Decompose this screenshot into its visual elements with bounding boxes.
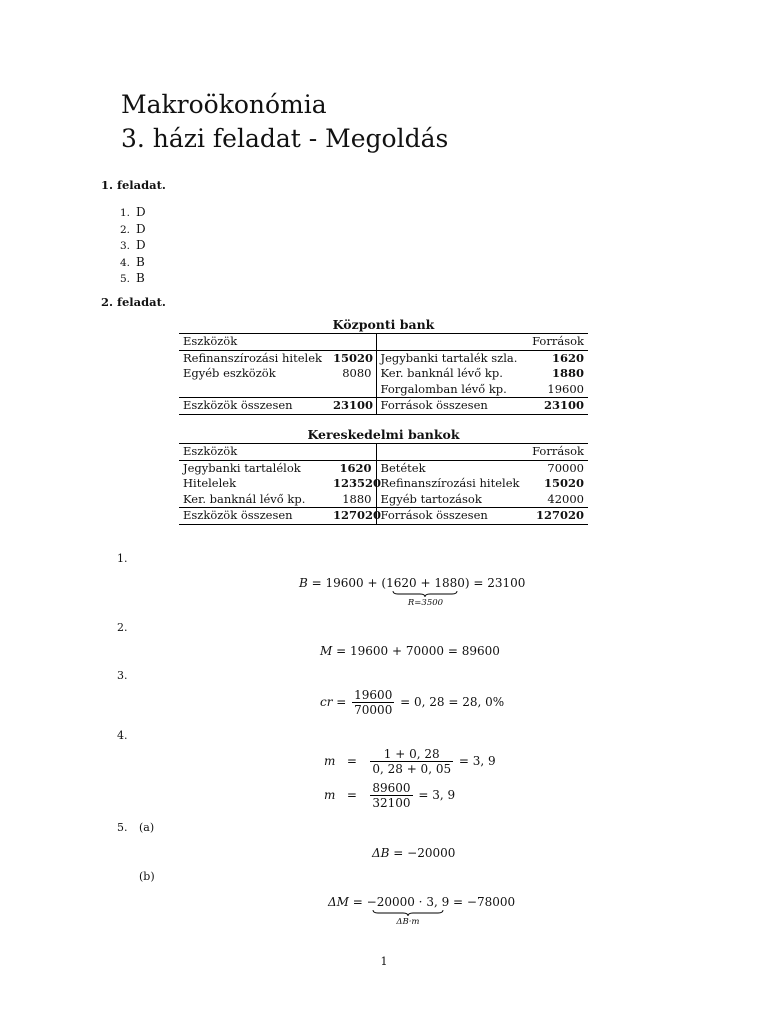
item-number-5: 5. (117, 821, 128, 834)
fraction: $\frac{19600}{70000}$ (354, 688, 393, 717)
equation-4b: m = $\frac{89600}{32100}$ = 3, 9 (324, 781, 456, 810)
list-item: 3. D (120, 238, 146, 252)
list-item: 1. D (120, 205, 146, 219)
fraction: $\frac{1 + 0, 28}{0, 28 + 0, 05}$ (372, 747, 452, 776)
equation-1: B = 19600 + (1620 + 1880 R=3500 ) = 23100 (299, 576, 526, 608)
equation-2: M = 19600 + 70000 = 89600 (320, 644, 500, 658)
table-row: Forgalomban lévő kp. 19600 (179, 382, 588, 398)
sub-item-a: (a) (139, 821, 155, 834)
table-row: Egyéb eszközök 8080 Ker. banknál lévő kp. 1880 (183, 366, 584, 380)
table-total-row: Eszközök összesen 23100 Források összesen 23100 (179, 398, 588, 415)
commercial-banks-caption: Kereskedelmi bankok (307, 427, 460, 442)
underbrace-icon (372, 909, 444, 917)
page-title-line2: 3. házi feladat - Megoldás (121, 124, 449, 153)
fraction: $\frac{89600}{32100}$ (372, 781, 411, 810)
table-row: Hitelelek 123520 Refinanszírozási hitelek 15020 (183, 476, 584, 490)
equation-5b: ΔM = −20000 · 3, 9 ΔB·m = −78000 (328, 895, 516, 927)
underbrace-icon (392, 590, 458, 598)
commercial-banks-table (179, 443, 588, 525)
item-number-1: 1. (117, 552, 128, 565)
item-number-2: 2. (117, 621, 128, 634)
page-title-line1: Makroökonómia (121, 90, 327, 119)
central-bank-table (179, 333, 588, 415)
list-item: 4. B (120, 254, 145, 269)
answer-list (120, 205, 146, 288)
table-header-row: Eszközök Források (179, 444, 588, 461)
equation-5a: ΔB = −20000 (372, 846, 456, 860)
page-number: 1 (380, 955, 388, 968)
section-1-heading: 1. feladat. (101, 178, 166, 192)
list-item: 2. D (120, 221, 146, 236)
section-2-heading: 2. feladat. (101, 295, 166, 309)
table-row: Ker. banknál lévő kp. 1880 Egyéb tartozások 42000 (183, 491, 584, 506)
equation-3: cr = $\frac{19600}{70000}$ = 0, 28 = 28, 0% (320, 688, 505, 717)
equation-4a: m = $\frac{1 + 0, 28}{0, 28 + 0, 05}$ = 3, 9 (324, 747, 496, 776)
table-total-row: Eszközök összesen 127020 Források összesen 127020 (179, 508, 588, 525)
sub-item-b: (b) (139, 870, 155, 883)
table-row: Refinanszírozási hitelek 15020 Jegybanki tartalék szla. 1620 (183, 350, 584, 365)
item-number-3: 3. (117, 669, 128, 682)
underbrace-group: 1620 + 1880 R=3500 (386, 576, 465, 608)
item-number-4: 4. (117, 729, 128, 742)
underbrace-group: −20000 · 3, 9 ΔB·m (366, 895, 450, 927)
table-row: Jegybanki tartalélok 1620 Betétek 70000 (183, 460, 584, 475)
table-header-row: Eszközök Források (179, 334, 588, 351)
list-item: 5. B (120, 271, 145, 285)
central-bank-caption: Központi bank (332, 317, 435, 332)
